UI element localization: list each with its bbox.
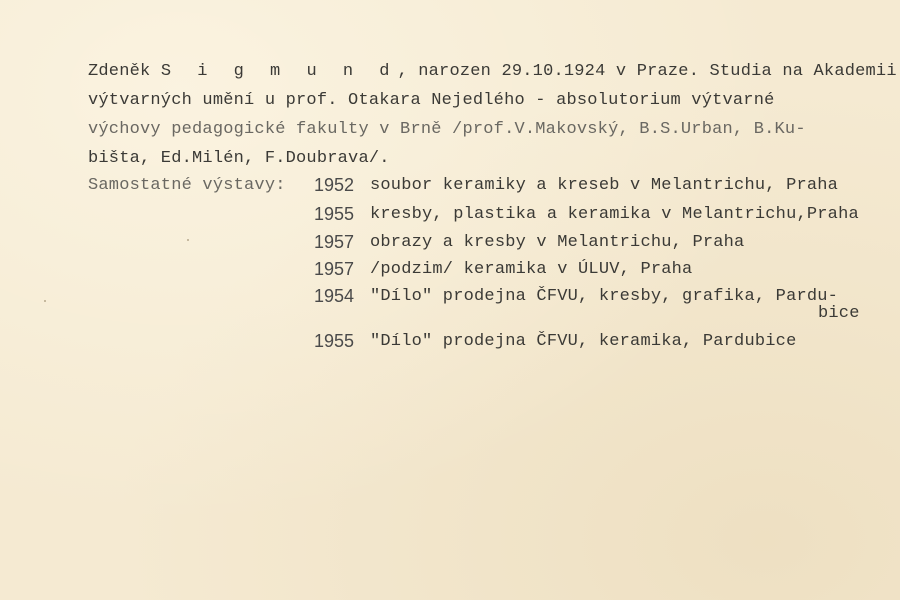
birth-info: , narozen 29.10.1924 v Praze. Studia na Akademii xyxy=(397,62,897,81)
exhibition-year: 1957 xyxy=(314,259,355,279)
exhibition-text: "Dílo" prodejna ČFVU, keramika, Pardubice xyxy=(370,332,797,351)
bio-line-1 xyxy=(88,62,897,82)
first-name: Zdeněk xyxy=(88,62,151,81)
exhibition-year: 1957 xyxy=(314,232,355,252)
exhibition-year: 1954 xyxy=(314,286,355,306)
bio-line-2: výtvarných umění u prof. Otakara Nejedlého - absolutorium výtvarné xyxy=(88,91,775,110)
exhibition-text-continuation: bice xyxy=(818,304,860,323)
paper-speck xyxy=(187,239,189,241)
exhibitions-heading: Samostatné výstavy: xyxy=(88,176,286,195)
exhibition-year: 1955 xyxy=(314,331,355,351)
exhibition-text: "Dílo" prodejna ČFVU, kresby, grafika, Pardu- xyxy=(370,287,839,306)
exhibition-text: kresby, plastika a keramika v Melantrichu,Praha xyxy=(370,205,859,224)
surname-spaced: S i g m u n d xyxy=(160,62,398,81)
bio-line-3: výchovy pedagogické fakulty v Brně /prof.V.Makovský, B.S.Urban, B.Ku- xyxy=(88,120,806,139)
paper-speck xyxy=(44,300,46,302)
exhibition-text: obrazy a kresby v Melantrichu, Praha xyxy=(370,233,745,252)
exhibition-text: /podzim/ keramika v ÚLUV, Praha xyxy=(370,260,693,279)
bio-line-4: bišta, Ed.Milén, F.Doubrava/. xyxy=(88,149,390,168)
exhibition-year: 1955 xyxy=(314,204,355,224)
exhibition-year: 1952 xyxy=(314,175,355,195)
exhibition-text: soubor keramiky a kreseb v Melantrichu, Praha xyxy=(370,176,839,195)
